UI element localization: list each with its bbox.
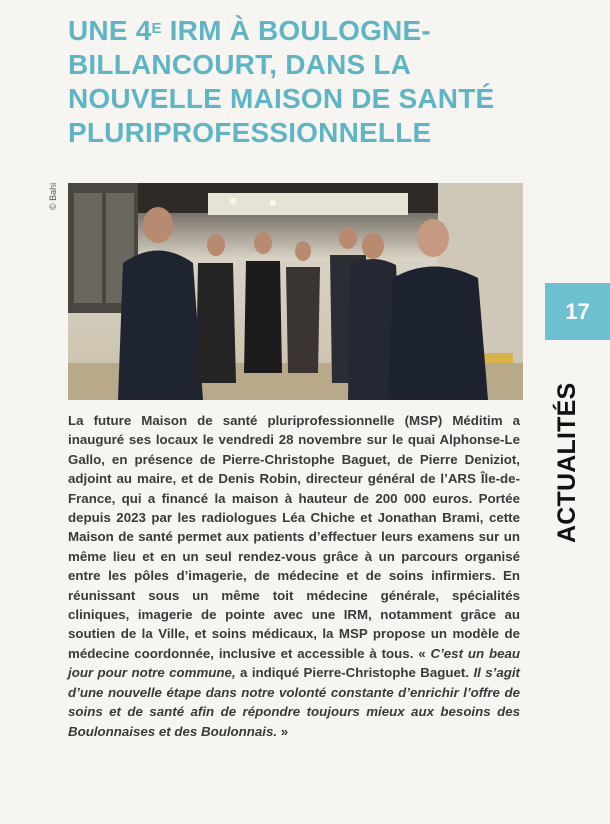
quote-close: » (277, 723, 289, 739)
quote-attribution: a indiqué Pierre-Christophe Baguet. (235, 665, 474, 681)
headline-line2: BILLANCOURT, DANS LA (68, 49, 412, 80)
quote-part-2: Il s’agit d’une nouvelle étape dans notre volonté constante d’enrichir l’offre de soins et de santé afin de répondre toujours mieux aux besoins des Boulonnaises et des Boulonnais. (68, 665, 520, 739)
section-label: ACTUALITÉS (553, 382, 581, 543)
photo-credit: © Bahi (48, 182, 58, 210)
headline-line1 (68, 15, 431, 46)
article-text: La future Maison de santé pluriprofessionnelle (MSP) Méditim a inauguré ses locaux le vendredi 28 novembre sur le quai Alphonse-Le Gallo, en présence de Pierre-Christophe Baguet, de Pierre Deniziot, adjoint au maire, et de Denis Robin, directeur général de l’ARS Île-de-France, qui a financé la maison à hauteur de 200 000 euros. Portée depuis 2023 par les radiologues Léa Chiche et Jonathan Brami, cette Maison de santé permet aux patients d’effectuer leurs examens sur un même lieu et en un seul rendez-vous grâce à un parcours organisé entre les pôles d’imagerie, de médecine et de soins infirmiers. En réunissant sous un même toit médecine générale, spécialités cliniques, imagerie de pointe avec une IRM, notamment grâce au soutien de la Ville, et soins médicaux, la MSP propose un modèle de médecine coordonnée, inclusive et accessible à tous. (68, 413, 520, 661)
group-photo (68, 183, 523, 400)
page-number-badge: 17 (545, 283, 610, 340)
headline-line1-pre: UNE 4 (68, 15, 152, 46)
headline-line1-post: IRM À BOULOGNE- (161, 15, 431, 46)
headline (68, 14, 528, 150)
headline-superscript: E (151, 20, 162, 37)
article-body (68, 411, 520, 741)
group-photo-icon (68, 183, 523, 400)
headline-line3: NOUVELLE MAISON DE SANTÉ (68, 83, 495, 114)
headline-line4: PLURIPROFESSIONNELLE (68, 117, 432, 148)
quote-open: « (413, 645, 431, 661)
quote-part-1: C’est un beau jour pour notre commune, (68, 645, 520, 681)
